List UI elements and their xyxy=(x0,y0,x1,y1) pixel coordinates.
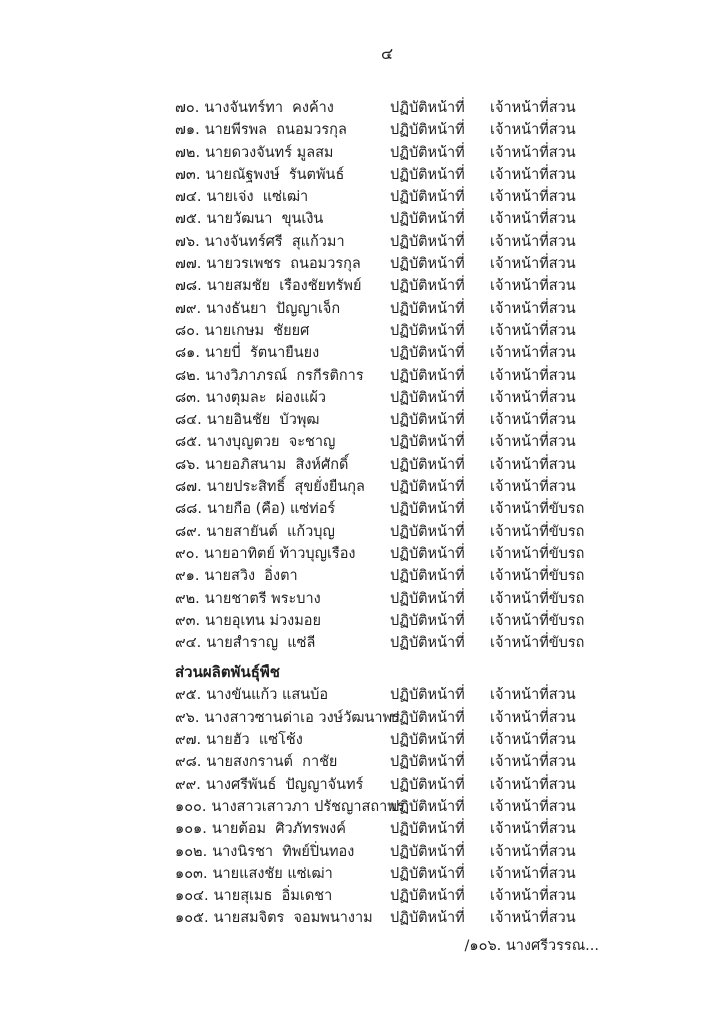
roster-row xyxy=(175,818,605,840)
entry-name-cell xyxy=(175,521,390,543)
entry-name-cell xyxy=(175,409,390,431)
entry-name: นายสวิง อิ่งตา xyxy=(204,568,298,585)
entry-name-cell xyxy=(175,231,390,253)
entry-name-cell xyxy=(175,543,390,565)
entry-name: นายสมจิตร จอมพนางาม xyxy=(213,910,373,927)
roster-row xyxy=(175,320,605,342)
roster-row xyxy=(175,298,605,320)
page-number: ๔ xyxy=(380,44,394,63)
entry-duty: ปฏิบัติหน้าที่ xyxy=(390,732,465,749)
entry-position: เจ้าหน้าที่สวน xyxy=(490,865,576,882)
entry-name: นายเกษม ชัยยศ xyxy=(204,322,310,339)
entry-number: ๗๖. xyxy=(175,233,200,250)
entry-duty: ปฏิบัติหน้าที่ xyxy=(390,888,465,905)
entry-name: นางขันแก้ว แสนบ้อ xyxy=(206,687,329,704)
entry-duty: ปฏิบัติหน้าที่ xyxy=(390,256,465,273)
entry-name: นายวัฒนา ขุนเงิน xyxy=(206,211,324,228)
entry-name: นายดวงจันทร์ มูลสม xyxy=(205,144,334,161)
entry-number: ๑๐๑. xyxy=(175,821,207,838)
entry-position: เจ้าหน้าที่สวน xyxy=(490,322,576,339)
entry-duty: ปฏิบัติหน้าที่ xyxy=(390,687,465,704)
entry-duty: ปฏิบัติหน้าที่ xyxy=(390,754,465,771)
entry-name-cell xyxy=(175,431,390,453)
entry-name-cell xyxy=(175,320,390,342)
entry-duty: ปฏิบัติหน้าที่ xyxy=(390,568,465,585)
roster-row xyxy=(175,543,605,565)
roster-row xyxy=(175,164,605,186)
entry-number: ๑๐๒. xyxy=(175,843,208,860)
entry-position: เจ้าหน้าที่สวน xyxy=(490,843,576,860)
entry-name: นายพีรพล ถนอมวรกุล xyxy=(204,122,347,139)
entry-position: เจ้าหน้าที่สวน xyxy=(490,367,576,384)
entry-number: ๙๘. xyxy=(175,754,202,771)
roster-row xyxy=(175,796,605,818)
entry-number: ๙๗. xyxy=(175,732,202,749)
entry-duty: ปฏิบัติหน้าที่ xyxy=(390,545,465,562)
entry-name-cell xyxy=(175,729,390,751)
roster-row xyxy=(175,142,605,164)
entry-position: เจ้าหน้าที่สวน xyxy=(490,821,576,838)
entry-name: นายแสงชัย แซ่เฒ่า xyxy=(212,865,333,882)
entry-position: เจ้าหน้าที่สวน xyxy=(490,122,576,139)
entry-name-cell xyxy=(175,342,390,364)
entry-name: นางสาวเสาวภา ปรัชญาสถาพร xyxy=(211,798,405,815)
entry-position: เจ้าหน้าที่สวน xyxy=(490,189,576,206)
entry-position: เจ้าหน้าที่สวน xyxy=(490,776,576,793)
entry-number: ๗๙. xyxy=(175,300,202,317)
roster-row xyxy=(175,863,605,885)
entry-number: ๙๕. xyxy=(175,687,202,704)
entry-position: เจ้าหน้าที่สวน xyxy=(490,479,576,496)
roster-row xyxy=(175,498,605,520)
entry-position: เจ้าหน้าที่สวน xyxy=(490,732,576,749)
entry-name: นายชาตรี พระบาง xyxy=(204,590,321,607)
entry-name-cell xyxy=(175,498,390,520)
entry-position: เจ้าหน้าที่สวน xyxy=(490,144,576,161)
entry-duty: ปฏิบัติหน้าที่ xyxy=(390,635,465,652)
entry-name: นางจันทร์ทา คงค้าง xyxy=(204,100,334,116)
entry-position: เจ้าหน้าที่สวน xyxy=(490,166,576,183)
entry-name-cell xyxy=(175,707,400,729)
entry-name-cell xyxy=(175,632,390,654)
entry-duty: ปฏิบัติหน้าที่ xyxy=(390,100,465,116)
roster xyxy=(175,97,605,930)
entry-name: นางนิรชา ทิพย์ปิ่นทอง xyxy=(212,843,355,860)
entry-name-cell xyxy=(175,885,390,907)
entry-number: ๗๕. xyxy=(175,211,202,228)
entry-name: นายสายันต์ แก้วบุญ xyxy=(206,523,335,540)
roster-row xyxy=(175,275,605,297)
entry-number: ๗๓. xyxy=(175,166,201,183)
entry-number: ๘๐. xyxy=(175,322,200,339)
entry-number: ๗๔. xyxy=(175,189,202,206)
roster-row xyxy=(175,431,605,453)
entry-number: ๘๔. xyxy=(175,412,202,429)
entry-duty: ปฏิบัติหน้าที่ xyxy=(390,233,465,250)
entry-number: ๘๙. xyxy=(175,523,202,540)
roster-row xyxy=(175,707,605,729)
entry-duty: ปฏิบัติหน้าที่ xyxy=(390,501,465,518)
entry-position: เจ้าหน้าที่สวน xyxy=(490,389,576,406)
entry-name-cell xyxy=(175,610,390,632)
entry-name: นางบุญตวย จะชาญ xyxy=(206,434,336,451)
roster-row xyxy=(175,186,605,208)
entry-duty: ปฏิบัติหน้าที่ xyxy=(390,434,465,451)
entry-number: ๙๓. xyxy=(175,612,201,629)
entry-number: ๘๒. xyxy=(175,367,201,384)
entry-position: เจ้าหน้าที่สวน xyxy=(490,300,576,317)
entry-duty: ปฏิบัติหน้าที่ xyxy=(390,367,465,384)
entry-position: เจ้าหน้าที่สวน xyxy=(490,754,576,771)
entry-duty: ปฏิบัติหน้าที่ xyxy=(390,322,465,339)
entry-position: เจ้าหน้าที่สวน xyxy=(490,687,576,704)
entry-duty: ปฏิบัติหน้าที่ xyxy=(390,389,465,406)
entry-name-cell xyxy=(175,298,390,320)
continuation-note: /๑๐๖. นางศรีวรรณ... xyxy=(464,938,599,954)
roster-row xyxy=(175,208,605,230)
roster-row xyxy=(175,729,605,751)
entry-name-cell xyxy=(175,186,390,208)
entry-name: นายอินชัย บัวพุฒ xyxy=(206,412,320,429)
entry-number: ๘๑. xyxy=(175,345,200,362)
roster-row xyxy=(175,231,605,253)
entry-duty: ปฏิบัติหน้าที่ xyxy=(390,843,465,860)
entry-position: เจ้าหน้าที่ขับรถ xyxy=(490,590,585,607)
entry-duty: ปฏิบัติหน้าที่ xyxy=(390,709,465,726)
entry-position: เจ้าหน้าที่สวน xyxy=(490,456,576,473)
entry-name-cell xyxy=(175,863,390,885)
entry-number: ๙๒. xyxy=(175,590,200,607)
entry-number: ๙๖. xyxy=(175,709,200,726)
entry-position: เจ้าหน้าที่สวน xyxy=(490,709,576,726)
entry-duty: ปฏิบัติหน้าที่ xyxy=(390,798,465,815)
entry-duty: ปฏิบัติหน้าที่ xyxy=(390,144,465,161)
entry-duty: ปฏิบัติหน้าที่ xyxy=(390,300,465,317)
roster-row xyxy=(175,97,605,119)
entry-position: เจ้าหน้าที่ขับรถ xyxy=(490,545,585,562)
entry-duty: ปฏิบัติหน้าที่ xyxy=(390,821,465,838)
entry-name: นางวิภาภรณ์ กรกีรติการ xyxy=(205,367,364,384)
entry-name-cell xyxy=(175,164,390,186)
entry-name: นางตุมละ ผ่องแผ้ว xyxy=(205,389,326,406)
entry-name: นายกือ (คือ) แซ่ท่อร์ xyxy=(206,501,336,518)
entry-number: ๗๘. xyxy=(175,278,202,295)
entry-name-cell xyxy=(175,684,390,706)
roster-row xyxy=(175,521,605,543)
entry-number: ๘๕. xyxy=(175,434,202,451)
entry-duty: ปฏิบัติหน้าที่ xyxy=(390,456,465,473)
entry-name: นางธันยา ปัญญาเจ็ก xyxy=(206,300,341,317)
entry-position: เจ้าหน้าที่ขับรถ xyxy=(490,523,585,540)
roster-row xyxy=(175,342,605,364)
entry-number: ๙๑. xyxy=(175,568,200,585)
roster-row xyxy=(175,632,605,654)
entry-name: นายสงกรานต์ กาชัย xyxy=(206,754,338,771)
entry-name: นายอาทิตย์ ท้าวบุญเรือง xyxy=(204,545,356,562)
entry-position: เจ้าหน้าที่ขับรถ xyxy=(490,501,585,518)
roster-row xyxy=(175,841,605,863)
entry-number: ๘๗. xyxy=(175,479,202,496)
entry-name: นางสาวซานด่าเอ วงษ์วัฒนาพร xyxy=(204,709,400,726)
roster-row xyxy=(175,476,605,498)
entry-name-cell xyxy=(175,97,390,119)
entry-name-cell xyxy=(175,565,390,587)
entry-name-cell xyxy=(175,142,390,164)
entry-name: นายเจ่ง แซ่เฒ่า xyxy=(206,189,309,206)
entry-position: เจ้าหน้าที่สวน xyxy=(490,345,576,362)
roster-row xyxy=(175,610,605,632)
entry-name: นายสุเมธ อิ่มเดชา xyxy=(213,888,333,905)
entry-duty: ปฏิบัติหน้าที่ xyxy=(390,910,465,927)
entry-number: ๗๐. xyxy=(175,100,200,116)
roster-row xyxy=(175,253,605,275)
entry-duty: ปฏิบัติหน้าที่ xyxy=(390,776,465,793)
entry-name-cell xyxy=(175,751,390,773)
roster-row xyxy=(175,409,605,431)
roster-row xyxy=(175,751,605,773)
entry-duty: ปฏิบัติหน้าที่ xyxy=(390,345,465,362)
entry-name: นางศรีพันธ์ ปัญญาจันทร์ xyxy=(205,776,364,793)
entry-name-cell xyxy=(175,774,390,796)
entry-duty: ปฏิบัติหน้าที่ xyxy=(390,590,465,607)
entry-position: เจ้าหน้าที่ขับรถ xyxy=(490,568,585,585)
entry-name: นายอภิสนาม สิงห์ศักดิ์ xyxy=(205,456,349,473)
entry-position: เจ้าหน้าที่ขับรถ xyxy=(490,612,585,629)
entry-position: เจ้าหน้าที่สวน xyxy=(490,211,576,228)
entry-duty: ปฏิบัติหน้าที่ xyxy=(390,122,465,139)
roster-row xyxy=(175,454,605,476)
entry-name-cell xyxy=(175,119,390,141)
entry-number: ๗๗. xyxy=(175,256,202,273)
entry-duty: ปฏิบัติหน้าที่ xyxy=(390,189,465,206)
entry-name: นายสำราญ แซ่ลี xyxy=(206,635,316,652)
entry-position: เจ้าหน้าที่สวน xyxy=(490,888,576,905)
roster-row xyxy=(175,365,605,387)
entry-name: นางจันทร์ศรี สุแก้วมา xyxy=(204,233,345,250)
entry-name-cell xyxy=(175,208,390,230)
roster-row xyxy=(175,119,605,141)
entry-number: ๗๑. xyxy=(175,122,200,139)
entry-position: เจ้าหน้าที่สวน xyxy=(490,256,576,273)
entry-name-cell xyxy=(175,841,390,863)
roster-row xyxy=(175,907,605,929)
entry-name-cell xyxy=(175,588,390,610)
entry-name: นายประสิทธิ์ สุขยั่งยืนกุล xyxy=(206,479,365,496)
entry-name-cell xyxy=(175,365,390,387)
entry-number: ๑๐๔. xyxy=(175,888,209,905)
entry-duty: ปฏิบัติหน้าที่ xyxy=(390,865,465,882)
entry-name: นายอุเทน ม่วงมอย xyxy=(205,612,321,629)
entry-name-cell xyxy=(175,907,390,929)
entry-name-cell xyxy=(175,454,390,476)
entry-name-cell xyxy=(175,796,405,818)
entry-duty: ปฏิบัติหน้าที่ xyxy=(390,278,465,295)
entry-position: เจ้าหน้าที่ขับรถ xyxy=(490,635,585,652)
entry-name: นายณัฐพงษ์ รันตพันธ์ xyxy=(205,166,345,183)
entry-number: ๑๐๓. xyxy=(175,865,208,882)
entry-name-cell xyxy=(175,275,390,297)
entry-position: เจ้าหน้าที่สวน xyxy=(490,434,576,451)
entry-duty: ปฏิบัติหน้าที่ xyxy=(390,412,465,429)
roster-row xyxy=(175,588,605,610)
entry-name-cell xyxy=(175,253,390,275)
entry-name: นายบี่ รัตนายืนยง xyxy=(205,345,320,362)
entry-number: ๙๐. xyxy=(175,545,200,562)
entry-number: ๘๖. xyxy=(175,456,200,473)
entry-name-cell xyxy=(175,818,390,840)
entry-name-cell xyxy=(175,476,390,498)
entry-duty: ปฏิบัติหน้าที่ xyxy=(390,166,465,183)
section-header: ส่วนผลิตพันธุ์พืช xyxy=(175,663,280,682)
entry-number: ๘๓. xyxy=(175,389,201,406)
entry-name: นายสมชัย เรืองชัยทรัพย์ xyxy=(206,278,362,295)
entry-number: ๑๐๐. xyxy=(175,798,207,815)
roster-row xyxy=(175,885,605,907)
entry-duty: ปฏิบัติหน้าที่ xyxy=(390,612,465,629)
entry-number: ๘๘. xyxy=(175,501,202,518)
entry-duty: ปฏิบัติหน้าที่ xyxy=(390,211,465,228)
roster-row xyxy=(175,774,605,796)
entry-position: เจ้าหน้าที่สวน xyxy=(490,278,576,295)
entry-name: นายวรเพชร ถนอมวรกุล xyxy=(206,256,361,273)
entry-number: ๑๐๕. xyxy=(175,910,209,927)
roster-row xyxy=(175,684,605,706)
entry-position: เจ้าหน้าที่สวน xyxy=(490,798,576,815)
roster-row xyxy=(175,565,605,587)
entry-position: เจ้าหน้าที่สวน xyxy=(490,412,576,429)
roster-row xyxy=(175,387,605,409)
entry-number: ๗๒. xyxy=(175,144,201,161)
entry-name: นายต้อม ศิวภัทรพงค์ xyxy=(211,821,346,838)
entry-number: ๙๙. xyxy=(175,776,201,793)
entry-number: ๙๔. xyxy=(175,635,202,652)
entry-name-cell xyxy=(175,387,390,409)
entry-name: นายฮัว แซ่โช้ง xyxy=(206,732,303,749)
entry-position: เจ้าหน้าที่สวน xyxy=(490,910,576,927)
entry-duty: ปฏิบัติหน้าที่ xyxy=(390,523,465,540)
entry-position: เจ้าหน้าที่สวน xyxy=(490,100,576,116)
entry-duty: ปฏิบัติหน้าที่ xyxy=(390,479,465,496)
entry-position: เจ้าหน้าที่สวน xyxy=(490,233,576,250)
